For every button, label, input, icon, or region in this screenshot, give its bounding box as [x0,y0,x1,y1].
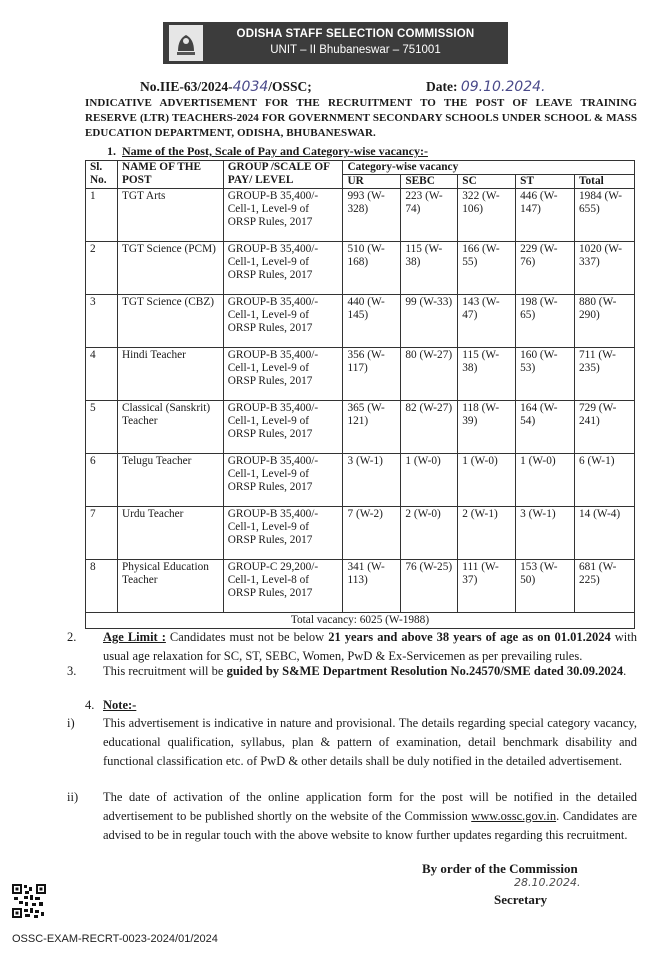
age-limit-label: Age Limit : [103,630,166,644]
cell-sl: 4 [86,348,118,401]
cell-total: 14 (W-4) [575,507,635,560]
cell-total: 681 (W-225) [575,560,635,613]
cell-ur: 7 (W-2) [343,507,401,560]
by-order-text: By order of the Commission [422,861,578,876]
note-ii-text-a: The date of activation of the online application form for the post will be notified in the detailed advertisement to be published shortly on the website of the Commission [103,790,637,823]
cell-sl: 7 [86,507,118,560]
note-label: Note:- [103,698,137,712]
header-st: ST [516,175,575,189]
header-post-name: NAME OF THE POST [117,161,223,189]
cell-group: GROUP-B 35,400/- Cell-1, Level-9 of ORSP Rules, 2017 [223,507,343,560]
cell-st: 160 (W-53) [516,348,575,401]
table-row [86,560,635,613]
table-row [86,507,635,560]
cell-sc: 118 (W-39) [458,401,516,454]
secretary-title: Secretary [494,892,548,907]
cell-sl: 5 [86,401,118,454]
org-name: ODISHA STAFF SELECTION COMMISSION [236,28,475,40]
header-sl-no: Sl. No. [86,161,118,189]
cell-sebc: 99 (W-33) [401,295,458,348]
table-row [86,348,635,401]
section-3-guidance [67,662,637,681]
section-1-text: Name of the Post, Scale of Pay and Category-wise vacancy:- [122,144,428,158]
cell-sebc: 80 (W-27) [401,348,458,401]
cell-post: TGT Science (CBZ) [117,295,223,348]
cell-post: Telugu Teacher [117,454,223,507]
cell-group: GROUP-B 35,400/- Cell-1, Level-9 of ORSP Rules, 2017 [223,348,343,401]
cell-ur: 356 (W-117) [343,348,401,401]
section-2-number: 2. [67,630,77,644]
guidance-text-a: This recruitment will be [103,664,227,678]
cell-st: 229 (W-76) [516,242,575,295]
section-4-number: 4. [85,698,95,712]
cell-group: GROUP-B 35,400/- Cell-1, Level-9 of ORSP Rules, 2017 [223,242,343,295]
cell-ur: 440 (W-145) [343,295,401,348]
cell-post: Urdu Teacher [117,507,223,560]
cell-st: 446 (W-147) [516,189,575,242]
cell-group: GROUP-B 35,400/- Cell-1, Level-9 of ORSP Rules, 2017 [223,295,343,348]
section-4-note [85,696,637,715]
section-1-number: 1. [107,144,116,158]
ref-prefix: No.IIE-63/2024- [140,79,233,94]
header-ur: UR [343,175,401,189]
cell-group: GROUP-B 35,400/- Cell-1, Level-9 of ORSP Rules, 2017 [223,454,343,507]
guidance-text-b: . [623,664,627,678]
cell-total: 6 (W-1) [575,454,635,507]
cell-st: 1 (W-0) [516,454,575,507]
note-ii [67,788,637,845]
cell-st: 153 (W-50) [516,560,575,613]
note-i-number: i) [67,716,75,730]
guidance-bold: guided by S&ME Department Resolution No.24570/SME dated 30.09.2024 [226,664,624,678]
qr-code-icon [12,884,46,918]
cell-ur: 993 (W-328) [343,189,401,242]
total-vacancy-row [86,613,635,629]
cell-sebc: 223 (W-74) [401,189,458,242]
header-total: Total [575,175,635,189]
note-ii-text-b: . Candidates are advised to be in regular touch with the above website to know further updates regarding this recruitment. [103,809,637,842]
ref-handwritten-number: 4034 [232,79,269,95]
cell-group: GROUP-B 35,400/- Cell-1, Level-9 of ORSP Rules, 2017 [223,189,343,242]
header-sebc: SEBC [401,175,458,189]
age-limit-text-b: with usual age relaxation for SC, ST, SEBC, Women, PwD & Ex-Servicemen as per prevailing rules. [103,630,637,663]
total-vacancy: Total vacancy: 6025 (W-1988) [86,613,635,629]
cell-st: 3 (W-1) [516,507,575,560]
vacancy-table [85,160,635,629]
section-2-age-limit [67,628,637,666]
cell-sc: 322 (W-106) [458,189,516,242]
header-banner [163,22,508,64]
cell-sebc: 82 (W-27) [401,401,458,454]
date-label: Date: [426,79,458,94]
cell-post: TGT Science (PCM) [117,242,223,295]
cell-ur: 510 (W-168) [343,242,401,295]
note-i [67,714,637,771]
header-category-vacancy: Category-wise vacancy [343,161,635,175]
cell-sebc: 1 (W-0) [401,454,458,507]
cell-sebc: 2 (W-0) [401,507,458,560]
cell-sc: 2 (W-1) [458,507,516,560]
header-sc: SC [458,175,516,189]
cell-ur: 365 (W-121) [343,401,401,454]
cell-st: 164 (W-54) [516,401,575,454]
cell-total: 1984 (W-655) [575,189,635,242]
cell-total: 880 (W-290) [575,295,635,348]
table-row [86,295,635,348]
cell-total: 711 (W-235) [575,348,635,401]
cell-post: TGT Arts [117,189,223,242]
cell-st: 198 (W-65) [516,295,575,348]
cell-sl: 2 [86,242,118,295]
reference-date [426,79,545,95]
section-1-title [107,144,428,159]
cell-sc: 143 (W-47) [458,295,516,348]
ref-suffix: /OSSC; [268,79,312,94]
footer-document-code: OSSC-EXAM-RECRT-0023-2024/01/2024 [12,933,218,945]
cell-total: 1020 (W-337) [575,242,635,295]
cell-sl: 6 [86,454,118,507]
section-3-number: 3. [67,664,77,678]
cell-post: Physical Education Teacher [117,560,223,613]
note-ii-number: ii) [67,790,79,804]
advertisement-heading: INDICATIVE ADVERTISEMENT FOR THE RECRUITMENT TO THE POST OF LEAVE TRAINING RESERVE (LTR) TEACHERS-2024 FOR GOVERNMENT SECONDARY SCHOOLS UNDER SCHOOL & MASS EDUCATION DEPARTMENT, ODISHA, BHUBANESWAR. [85,97,637,139]
signature-handwritten-date: 28.10.2024. [514,876,581,889]
note-i-text: This advertisement is indicative in nature and provisional. The details regarding special category vacancy, educational qualification, syllabus, plan & pattern of examination, detail benchmark disability and functional classification etc. of PwD & other details shall be duly notified in the detailed advertisement. [103,716,637,768]
reference-number [140,79,312,95]
ossc-website-link[interactable]: www.ossc.gov.in [471,809,557,823]
cell-sc: 115 (W-38) [458,348,516,401]
age-limit-bold: 21 years and above 38 years of age as on 01.01.2024 [328,630,611,644]
cell-group: GROUP-C 29,200/- Cell-1, Level-8 of ORSP Rules, 2017 [223,560,343,613]
cell-post: Hindi Teacher [117,348,223,401]
cell-sc: 166 (W-55) [458,242,516,295]
age-limit-text-a: Candidates must not be below [165,630,329,644]
table-row [86,401,635,454]
cell-sebc: 115 (W-38) [401,242,458,295]
cell-post: Classical (Sanskrit) Teacher [117,401,223,454]
cell-ur: 341 (W-113) [343,560,401,613]
table-row [86,189,635,242]
date-handwritten: 09.10.2024. [460,79,546,95]
cell-sc: 111 (W-37) [458,560,516,613]
table-row [86,242,635,295]
org-unit: UNIT – II Bhubaneswar – 751001 [270,44,441,56]
cell-sebc: 76 (W-25) [401,560,458,613]
cell-sl: 1 [86,189,118,242]
cell-total: 729 (W-241) [575,401,635,454]
cell-group: GROUP-B 35,400/- Cell-1, Level-9 of ORSP Rules, 2017 [223,401,343,454]
cell-sl: 8 [86,560,118,613]
cell-sc: 1 (W-0) [458,454,516,507]
cell-ur: 3 (W-1) [343,454,401,507]
header-group-scale: GROUP /SCALE OF PAY/ LEVEL [223,161,343,189]
state-emblem-icon [169,25,203,61]
table-row [86,454,635,507]
cell-sl: 3 [86,295,118,348]
